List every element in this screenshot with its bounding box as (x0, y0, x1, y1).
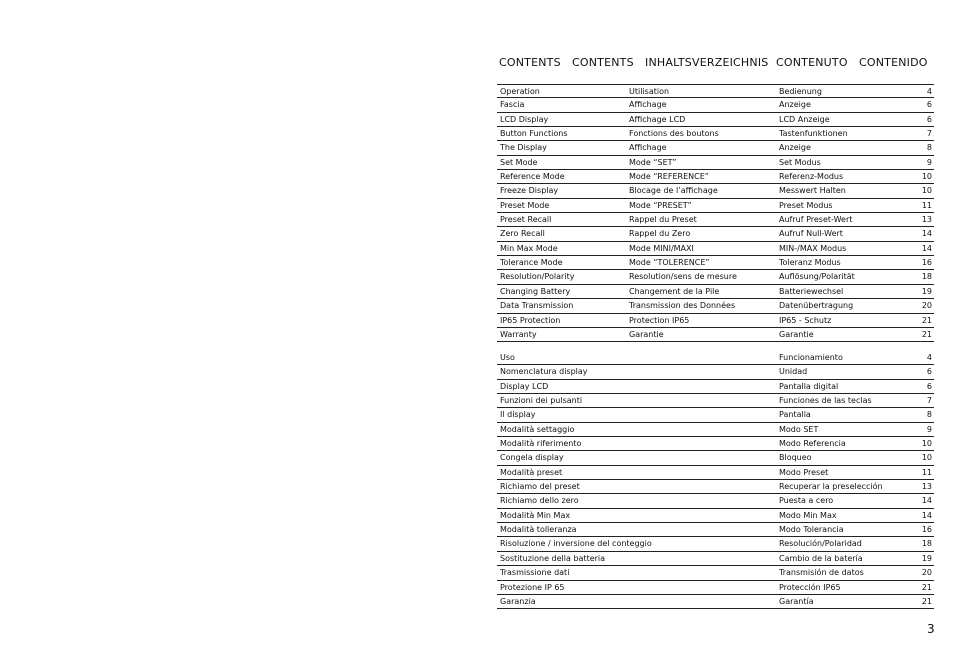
toc-page-number: 7 (926, 129, 932, 139)
toc-entry-de: Bedienung (779, 87, 822, 96)
toc-entry-de: IP65 - Schutz (779, 315, 832, 325)
toc-page-number: 14 (921, 229, 932, 239)
toc-entry-it: Modalità riferimento (500, 439, 582, 449)
toc-entry-de: Aufruf Null-Wert (779, 229, 843, 239)
toc-page-number: 16 (921, 258, 932, 268)
toc-entry-es: Modo Min Max (779, 510, 837, 520)
toc-entry-es: Pantalla digital (779, 381, 839, 391)
toc-page-number: 8 (926, 410, 932, 420)
toc-page-number: 10 (921, 439, 932, 449)
toc-page-number: 6 (926, 100, 932, 110)
toc-entry-fr: Blocage de l’affichage (629, 186, 718, 196)
toc-page-number: 10 (921, 453, 932, 463)
toc-entry-en: Data Transmission (500, 301, 574, 311)
toc-row (497, 113, 934, 127)
page-number: 3 (927, 622, 935, 636)
toc-page-number: 13 (921, 482, 932, 492)
toc-entry-it: Il display (500, 410, 536, 420)
toc-entry-en: Warranty (500, 329, 537, 339)
toc-entry-fr: Changement de la Pile (629, 286, 720, 296)
toc-entry-de: LCD Anzeige (779, 114, 830, 124)
toc-page-number: 4 (926, 353, 932, 362)
toc-entry-de: Auflösung/Polarität (779, 272, 855, 282)
toc-page-number: 9 (926, 424, 932, 434)
toc-entry-it: Uso (500, 353, 515, 362)
toc-entry-it: Funzioni dei pulsanti (500, 396, 583, 406)
toc-entry-es: Unidad (779, 367, 808, 377)
toc-entry-en: Zero Recall (500, 229, 545, 239)
toc-row (497, 84, 934, 98)
toc-row (497, 494, 934, 508)
toc-page-number: 11 (921, 200, 932, 210)
toc-page-number: 19 (921, 553, 932, 563)
toc-page-number: 7 (926, 396, 932, 406)
toc-entry-fr: Affichage (629, 143, 667, 153)
toc-entry-fr: Mode “SET” (629, 157, 677, 167)
header-contents-fr: CONTENTS (572, 56, 634, 69)
toc-page-number: 14 (921, 496, 932, 506)
toc-entry-es: Bloqueo (779, 453, 812, 463)
toc-row (497, 566, 934, 580)
header-contents-es: CONTENIDO (859, 56, 928, 69)
toc-entry-fr: Fonctions des boutons (629, 129, 719, 139)
toc-entry-de: Preset Modus (779, 200, 833, 210)
toc-entry-en: Tolerance Mode (500, 258, 563, 268)
toc-entry-de: Anzeige (779, 143, 811, 153)
toc-entry-de: Aufruf Preset-Wert (779, 215, 853, 225)
toc-entry-en: Resolution/Polarity (500, 272, 575, 282)
toc-page-number: 11 (921, 467, 932, 477)
toc-entry-es: Modo Referencia (779, 439, 846, 449)
toc-entry-es: Recuperar la preselección (779, 482, 883, 492)
toc-entry-es: Modo Tolerancia (779, 525, 844, 535)
toc-row (497, 199, 934, 213)
toc-entry-it: Display LCD (500, 381, 549, 391)
toc-page-number: 6 (926, 367, 932, 377)
toc-entry-it: Richiamo dello zero (500, 496, 579, 506)
toc-entry-de: Tastenfunktionen (779, 129, 848, 139)
toc-row (497, 285, 934, 299)
toc-row (497, 270, 934, 284)
toc-row (497, 351, 934, 365)
toc-entry-fr: Garantie (629, 329, 664, 339)
toc-entry-fr: Protection IP65 (629, 315, 690, 325)
toc-row (497, 408, 934, 422)
toc-entry-es: Modo SET (779, 424, 819, 434)
toc-entry-fr: Utilisation (629, 87, 670, 96)
toc-entry-it: Richiamo del preset (500, 482, 580, 492)
toc-entry-en: Preset Mode (500, 200, 550, 210)
toc-entry-es: Garantía (779, 596, 814, 606)
toc-entry-it: Modalità Min Max (500, 510, 571, 520)
toc-page-number: 6 (926, 381, 932, 391)
toc-entry-fr: Rappel du Preset (629, 215, 697, 225)
toc-entry-fr: Transmission des Données (629, 301, 736, 311)
toc-page-number: 10 (921, 172, 932, 182)
toc-row (497, 380, 934, 394)
toc-entry-it: Garanzia (500, 596, 536, 606)
toc-row (497, 98, 934, 112)
toc-row (497, 509, 934, 523)
toc-entry-en: Preset Recall (500, 215, 552, 225)
toc-entry-it: Trasmissione dati (500, 568, 570, 578)
toc-page-number: 21 (921, 582, 932, 592)
toc-entry-es: Funcionamiento (779, 353, 843, 362)
toc-page-number: 14 (921, 510, 932, 520)
toc-row (497, 184, 934, 198)
toc-page-number: 21 (921, 315, 932, 325)
toc-entry-de: Messwert Halten (779, 186, 846, 196)
header-contents-it: CONTENUTO (776, 56, 848, 69)
toc-entry-es: Pantalla (779, 410, 811, 420)
toc-row (497, 451, 934, 465)
toc-entry-de: Set Modus (779, 157, 821, 167)
toc-entry-de: MIN-/MAX Modus (779, 243, 847, 253)
toc-row (497, 242, 934, 256)
toc-entry-it: Congela display (500, 453, 564, 463)
toc-entry-en: The Display (500, 143, 547, 153)
toc-page-number: 9 (926, 157, 932, 167)
toc-page-number: 14 (921, 243, 932, 253)
toc-row (497, 523, 934, 537)
toc-page-number: 20 (921, 568, 932, 578)
header-contents-en: CONTENTS (499, 56, 561, 69)
toc-entry-it: Modalità preset (500, 467, 563, 477)
toc-entry-fr: Mode “TOLERENCE” (629, 258, 710, 268)
toc-entry-es: Puesta a cero (779, 496, 834, 506)
toc-entry-fr: Rappel du Zero (629, 229, 691, 239)
toc-page-number: 4 (926, 87, 932, 96)
toc-entry-en: LCD Display (500, 114, 549, 124)
toc-entry-es: Modo Preset (779, 467, 829, 477)
toc-entry-es: Protección IP65 (779, 582, 841, 592)
toc-page-number: 20 (921, 301, 932, 311)
toc-row (497, 213, 934, 227)
toc-page-number: 21 (921, 596, 932, 606)
toc-entry-fr: Affichage (629, 100, 667, 110)
toc-row (497, 156, 934, 170)
toc-table-it-es (497, 351, 934, 609)
toc-entry-fr: Mode “PRESET” (629, 200, 692, 210)
header-contents-de: INHALTSVERZEICHNIS (645, 56, 769, 69)
toc-entry-it: Nomenclatura display (500, 367, 588, 377)
toc-row (497, 256, 934, 270)
toc-entry-en: Set Mode (500, 157, 538, 167)
toc-entry-it: Risoluzione / inversione del conteggio (500, 539, 652, 549)
toc-entry-es: Transmisión de datos (779, 568, 864, 578)
toc-entry-de: Toleranz Modus (779, 258, 841, 268)
toc-entry-es: Cambio de la batería (779, 553, 863, 563)
contents-headers (0, 56, 954, 72)
toc-row (497, 466, 934, 480)
toc-row (497, 141, 934, 155)
toc-row (497, 394, 934, 408)
toc-entry-fr: Affichage LCD (629, 114, 686, 124)
toc-page-number: 8 (926, 143, 932, 153)
toc-entry-en: Reference Mode (500, 172, 565, 182)
toc-entry-de: Anzeige (779, 100, 811, 110)
toc-entry-en: Button Functions (500, 129, 568, 139)
toc-row (497, 480, 934, 494)
toc-row (497, 328, 934, 342)
toc-entry-fr: Mode MINI/MAXI (629, 243, 694, 253)
toc-entry-it: Modalità tolleranza (500, 525, 577, 535)
toc-table-en-fr-de (497, 84, 934, 342)
toc-entry-de: Batteriewechsel (779, 286, 844, 296)
toc-entry-de: Datenübertragung (779, 301, 854, 311)
toc-entry-de: Garantie (779, 329, 814, 339)
toc-entry-es: Resolución/Polaridad (779, 539, 862, 549)
toc-row (497, 227, 934, 241)
toc-row (497, 314, 934, 328)
toc-row (497, 170, 934, 184)
toc-entry-fr: Mode “REFERENCE” (629, 172, 709, 182)
toc-row (497, 437, 934, 451)
toc-row (497, 127, 934, 141)
toc-entry-fr: Resolution/sens de mesure (629, 272, 737, 282)
toc-entry-de: Referenz-Modus (779, 172, 844, 182)
toc-entry-it: Protezione IP 65 (500, 582, 565, 592)
toc-row (497, 537, 934, 551)
toc-page-number: 6 (926, 114, 932, 124)
toc-row (497, 423, 934, 437)
toc-entry-en: Fascia (500, 100, 525, 110)
toc-entry-it: Modalità settaggio (500, 424, 575, 434)
toc-page-number: 13 (921, 215, 932, 225)
toc-page-number: 19 (921, 286, 932, 296)
toc-page-number: 21 (921, 329, 932, 339)
toc-row (497, 299, 934, 313)
toc-entry-es: Funciones de las teclas (779, 396, 872, 406)
toc-entry-en: Min Max Mode (500, 243, 558, 253)
toc-row (497, 552, 934, 566)
toc-page-number: 18 (921, 272, 932, 282)
toc-row (497, 365, 934, 379)
toc-entry-en: Operation (500, 87, 540, 96)
toc-row (497, 581, 934, 595)
toc-entry-en: IP65 Protection (500, 315, 561, 325)
toc-entry-it: Sostituzione della batteria (500, 553, 606, 563)
toc-page-number: 18 (921, 539, 932, 549)
toc-entry-en: Freeze Display (500, 186, 559, 196)
toc-entry-en: Changing Battery (500, 286, 571, 296)
toc-row (497, 595, 934, 609)
toc-page-number: 16 (921, 525, 932, 535)
toc-page-number: 10 (921, 186, 932, 196)
